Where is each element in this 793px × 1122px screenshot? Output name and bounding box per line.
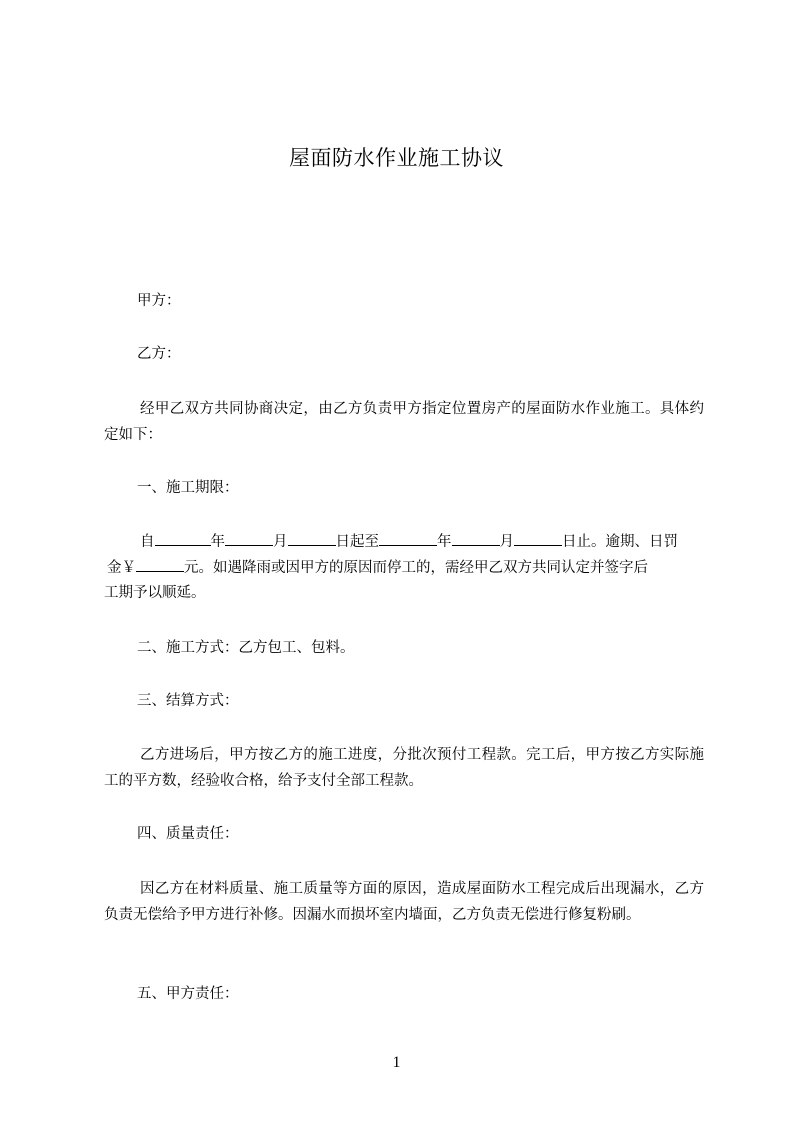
section3-paragraph: 乙方进场后，甲方按乙方的施工进度，分批次预付工程款。完工后，甲方按乙方实际施工的平方数，经验收合格，给予支付全部工程款。: [104, 747, 704, 789]
blank-start-month: [225, 529, 273, 546]
blank-start-year: [155, 529, 211, 546]
section1-from: 自: [140, 534, 155, 550]
section1-line2: [107, 555, 707, 580]
section1-line3: 工期予以顺延。: [104, 585, 206, 601]
section1-month1: 月: [273, 534, 288, 550]
blank-start-day: [288, 529, 336, 546]
page-number: 1: [392, 1054, 401, 1071]
party-b-label: 乙方：: [137, 346, 181, 362]
party-a-label: 甲方：: [137, 293, 181, 309]
section1-year1: 年: [210, 534, 225, 550]
section1-day2: 日止。逾期、日罚: [562, 534, 678, 550]
blank-fine-amount: [136, 555, 184, 572]
section3-heading: 三、结算方式：: [137, 693, 239, 709]
blank-end-day: [514, 529, 562, 546]
section1-year2: 年: [437, 534, 452, 550]
section1-day1: 日起至: [335, 534, 379, 550]
section5-heading: 五、甲方责任：: [137, 986, 239, 1002]
document-title: 屋面防水作业施工协议: [289, 146, 504, 170]
blank-end-month: [452, 529, 500, 546]
section1-line1: [140, 529, 740, 554]
section1-fine-prefix: 金￥: [107, 560, 136, 576]
blank-end-year: [379, 529, 437, 546]
section1-heading: 一、施工期限：: [137, 480, 239, 496]
intro-paragraph: 经甲乙双方共同协商决定，由乙方负责甲方指定位置房产的屋面防水作业施工。具体约定如下：: [104, 401, 704, 443]
section1-fine-suffix: 元。如遇降雨或因甲方的原因而停工的，需经甲乙双方共同认定并签字后: [184, 560, 648, 576]
section1-month2: 月: [499, 534, 514, 550]
section4-heading: 四、质量责任：: [137, 826, 239, 842]
section4-paragraph: 因乙方在材料质量、施工质量等方面的原因，造成屋面防水工程完成后出现漏水，乙方负责无偿给予甲方进行补修。因漏水而损坏室内墙面，乙方负责无偿进行修复粉刷。: [104, 881, 704, 923]
section2-text: 二、施工方式：乙方包工、包料。: [137, 640, 355, 656]
